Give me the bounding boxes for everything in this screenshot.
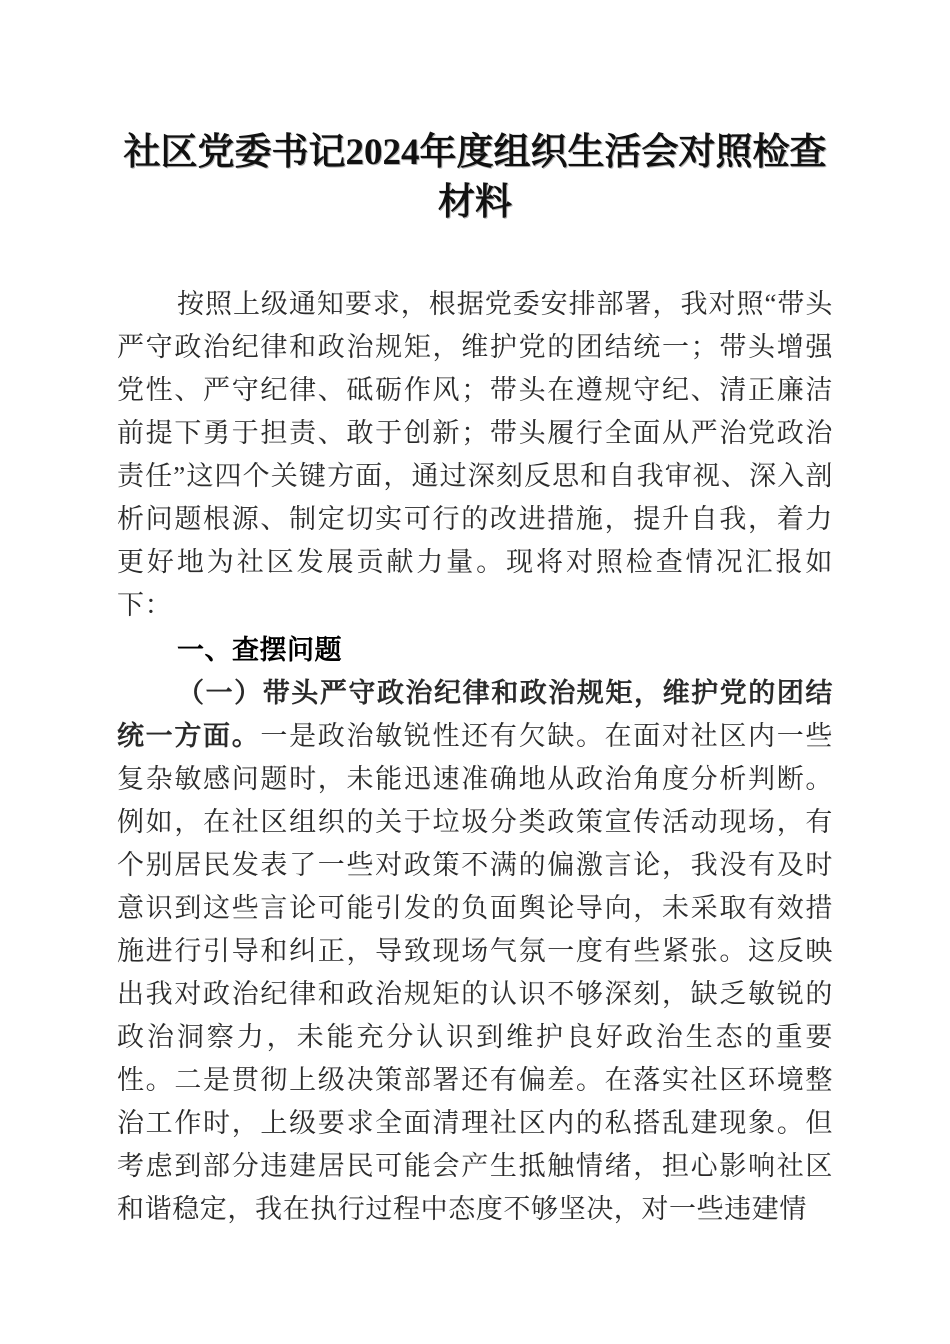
page-title-line-1: 社区党委书记2024年度组织生活会对照检查: [123, 132, 827, 173]
subsection-1-lead: （一）带头严守政治纪律和政治规矩，维护党的团结统一方面。: [117, 678, 833, 751]
section-heading-1: 一、查摆问题: [177, 635, 342, 665]
page-title-line-2: 材料: [438, 182, 512, 223]
document-content: [117, 128, 833, 1231]
subsection-1-paragraph: [117, 672, 833, 1231]
subsection-1-body: 一是政治敏锐性还有欠缺。在面对社区内一些复杂敏感问题时，未能迅速准确地从政治角度分析判断。例如，在社区组织的关于垃圾分类政策宣传活动现场，有个别居民发表了一些对政策不满的偏激言论，我没有及时意识到这些言论可能引发的负面舆论导向，未采取有效措施进行引导和纠正，导致现场气氛一度有些紧张。这反映出我对政治纪律和政治规矩的认识不够深刻，缺乏敏锐的政治洞察力，未能充分认识到维护良好政治生态的重要性。二是贯彻上级决策部署还有偏差。在落实社区环境整治工作时，上级要求全面清理社区内的私搭乱建现象。但考虑到部分违建居民可能会产生抵触情绪，担心影响社区和谐稳定，我在执行过程中态度不够坚决，对一些违建情: [117, 721, 834, 1224]
intro-paragraph: 按照上级通知要求，根据党委安排部署，我对照“带头严守政治纪律和政治规矩，维护党的团结统一；带头增强党性、严守纪律、砥砺作风；带头在遵规守纪、清正廉洁前提下勇于担责、敢于创新；带头履行全面从严治党政治责任”这四个关键方面，通过深刻反思和自我审视、深入剖析问题根源、制定切实可行的改进措施，提升自我，着力更好地为社区发展贡献力量。现将对照检查情况汇报如下：: [117, 289, 833, 620]
title-spacer: [117, 228, 833, 283]
page-title: [117, 128, 833, 228]
